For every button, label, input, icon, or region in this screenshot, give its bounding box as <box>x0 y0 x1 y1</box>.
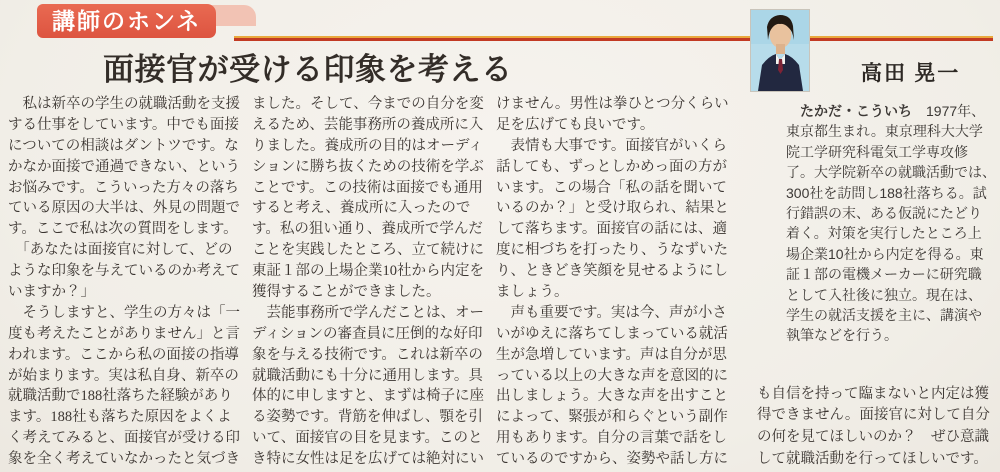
text-line: お悩みです。こういった方々の落ち <box>8 179 239 196</box>
header-rule-line <box>234 36 993 41</box>
text-line: る姿勢です。背筋を伸ばし、顎を引 <box>252 409 483 426</box>
text-line: 度も考えたことがありません」と言 <box>8 325 240 342</box>
profile-text <box>786 121 998 345</box>
text-line: 象を全く考えていなかったと気づき <box>8 451 240 468</box>
text-line: 着く。対策を実行したところ上 <box>786 225 982 242</box>
text-line: も自信を持って臨まないと内定は獲 <box>757 385 989 402</box>
text-line: います。この場合「私の話を聞いて <box>496 179 727 196</box>
portrait-illustration <box>751 10 809 91</box>
text-line: 声も重要です。実は今、声が小さ <box>496 304 727 321</box>
article-column-3 <box>496 94 732 470</box>
closing-paragraph <box>757 384 998 471</box>
text-line: く考えてみると、面接官が受ける印 <box>8 430 240 447</box>
text-line: 証１部の電機メーカーに研究職 <box>786 266 982 283</box>
text-line: いて、面接官の目を見ます。このと <box>252 430 483 447</box>
text-line: 了。大学院新卒の就職活動では、 <box>786 164 996 181</box>
author-portrait-photo <box>750 9 810 92</box>
text-line: すると考え、養成所に入ったので <box>252 200 471 217</box>
text-line: り、ときどき笑顔を見せるようにし <box>496 263 728 280</box>
text-line: 執筆などを行う。 <box>786 327 898 344</box>
article-headline: 面接官が受ける印象を考える <box>103 52 513 87</box>
profile-birth-year: 1977年、 <box>912 103 986 119</box>
profile-first-line <box>786 101 998 121</box>
text-line: いますか？」 <box>8 284 95 301</box>
text-line: 行錯誤の末、ある仮説にたどり <box>786 204 982 221</box>
text-line: 就職活動にも十分に通用します。具 <box>252 367 483 384</box>
text-line: す。私の狙い通り、養成所で学んだ <box>252 221 483 238</box>
text-line: 象を与える技術です。これは新卒の <box>252 346 483 363</box>
text-line: ことです。この技術は面接でも通用 <box>252 179 483 196</box>
text-line: として入社後に独立。現在は、 <box>786 286 982 303</box>
text-line: われます。ここから私の面接の指導 <box>8 346 239 363</box>
article-column-2 <box>252 94 488 470</box>
article-column-1 <box>8 94 244 470</box>
text-line: ディションの審査員に圧倒的な好印 <box>252 325 483 342</box>
text-line: する仕事をしています。中でも面接 <box>8 116 239 133</box>
text-line: 出しましょう。大きな声を出すこと <box>496 388 728 405</box>
text-line: 用もあります。自分の言葉で話をし <box>496 430 727 447</box>
text-line: りました。養成所の目的はオーディ <box>252 137 483 154</box>
text-line: そうしますと、学生の方々は「一 <box>8 304 240 321</box>
text-line: ます。188社も落ちた原因をよくよ <box>8 409 232 426</box>
text-line: 就職活動で188社落ちた経験があり <box>8 388 233 405</box>
text-line: 芸能事務所で学んだことは、オー <box>252 304 484 321</box>
text-line: っている以上の大きな声を意図的に <box>496 367 728 384</box>
text-line: が始まります。実は私自身、新卒の <box>8 367 239 384</box>
text-line: き特に女性は足を広げては絶対にい <box>252 451 484 468</box>
text-line: 学生の就活支援を主に、講演や <box>786 306 982 323</box>
text-line: 度に相づちを打ったり、うなずいた <box>496 242 728 259</box>
text-line: 表情も大事です。面接官がいくら <box>496 137 727 154</box>
text-line: についての相談はダントツです。な <box>8 137 239 154</box>
text-line: ました。そして、今までの自分を変 <box>252 96 484 112</box>
text-line: 東証１部の上場企業10社から内定を <box>252 263 484 280</box>
text-line: ましょう。 <box>496 284 569 301</box>
text-line: 東京都生まれ。東京理科大大学 <box>786 123 983 140</box>
text-line: によって、緊張が和らぐという副作 <box>496 409 728 426</box>
text-line: 体的に申しますと、まずは椅子に座 <box>252 388 484 405</box>
text-line: す。ここで私は次の質問をします。 <box>8 221 238 238</box>
profile-name-reading: たかだ・こういち <box>786 103 912 119</box>
text-line: の何を見てほしいのか？ ぜひ意識 <box>757 429 989 446</box>
text-line: えるため、芸能事務所の養成所に入 <box>252 116 484 133</box>
text-line: 話しても、ずっとしかめっ面の方が <box>496 158 727 175</box>
text-line: して落ちます。面接官の話には、適 <box>496 221 727 238</box>
author-profile-box <box>786 94 998 346</box>
text-line: 私は新卒の学生の就職活動を支援 <box>8 96 240 112</box>
text-line: ている原因の大半は、外見の問題で <box>8 200 240 217</box>
text-line: 獲得することができました。 <box>252 284 441 301</box>
text-line: いがゆえに落ちてしまっている就活 <box>496 325 728 342</box>
text-line: いるのか？」と受け取られ、結果と <box>496 200 729 217</box>
text-line: 300社を訪問し188社落ちる。試 <box>786 184 987 201</box>
text-line: ような印象を与えているのか考えて <box>8 263 240 280</box>
text-line: 生が急増しています。声は自分が思 <box>496 346 727 363</box>
text-line: けません。男性は拳ひとつ分くらい <box>496 96 729 112</box>
text-line: 「あなたは面接官に対して、どの <box>8 242 233 259</box>
text-line: 足を広げても良いです。 <box>496 116 655 133</box>
text-line: ションに勝ち抜くための技術を学ぶ <box>252 158 484 175</box>
text-line: して就職活動を行ってほしいです。 <box>757 451 988 468</box>
text-line: かなか面接で通過できない、という <box>8 158 240 175</box>
article-column-4 <box>740 94 998 471</box>
author-name: 高田 晃一 <box>861 61 961 85</box>
text-line: 場企業10社から内定を得る。東 <box>786 245 984 262</box>
text-line: 得できません。面接官に対して自分 <box>757 407 990 424</box>
text-line: 院工学研究科電気工学専攻修 <box>786 143 968 160</box>
text-line: ているのですから、姿勢や話し方に <box>496 451 728 468</box>
column-badge: 講師のホンネ <box>37 4 216 38</box>
text-line: ことを実践したところ、立て続けに <box>252 242 484 259</box>
